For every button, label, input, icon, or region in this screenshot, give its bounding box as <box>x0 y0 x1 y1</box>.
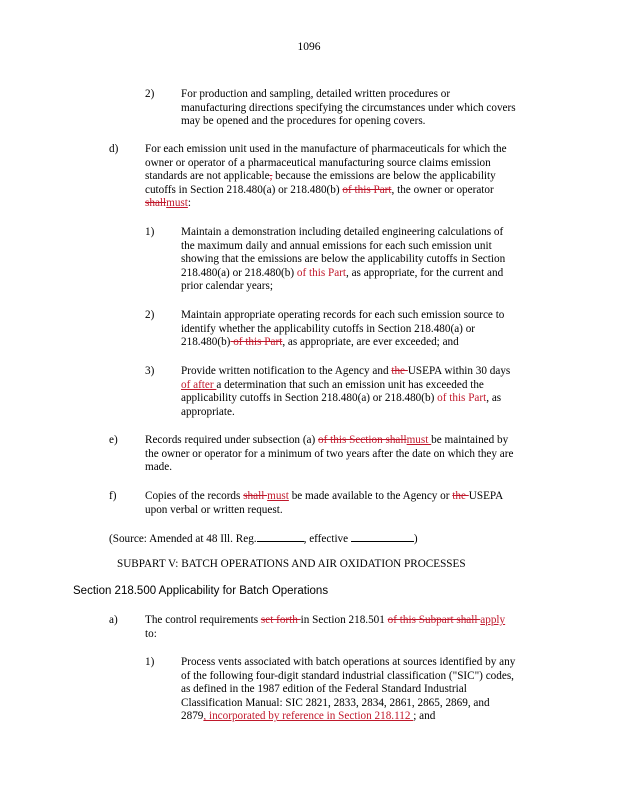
item-text: For each emission unit used in the manufacture of pharmaceuticals for which the owner or operator of a pharmaceutical manufacturing source claims emission standards are not applicable, because the emissions are below the applicability cutoffs in Section 218.480(a) or 218.480(b) of this Part, the owner or operator shallmust: <box>145 143 507 210</box>
item-text: For production and sampling, detailed written procedures or manufacturing directions specifying the circumstances under which covers may be opened and the procedures for opening covers. <box>181 88 516 128</box>
item-label: 3) <box>145 365 155 377</box>
item-label: 1) <box>145 226 155 238</box>
item-text: Process vents associated with batch operations at sources identified by any of the following four-digit standard industrial classification ("SIC") codes, as defined in the 1987 edition of the Federal Standard Industrial Classification Manual: SIC 2821, 2833, 2834, 2861, 2865, 2869, and 2879, incorporated by reference in Section 218.112 ; and <box>181 656 516 723</box>
effective-blank <box>351 531 414 542</box>
item-label: a) <box>109 614 118 626</box>
item-label: 2) <box>145 88 155 100</box>
item-label: 1) <box>145 656 155 668</box>
item-text: Provide written notification to the Agency and the USEPA within 30 days of after a determination that such an emission unit has exceeded the applicability cutoffs in Section 218.480(a) or 218.480(b) of this Part, as appropriate. <box>181 365 511 418</box>
page-number: 1096 <box>297 41 321 53</box>
item-label: f) <box>109 490 117 502</box>
item-text: Maintain a demonstration including detailed engineering calculations of the maximum daily and annual emissions for each such emission unit showing that the emissions are below the applicability cutoffs in Section 218.480(a) or 218.480(b) of this Part, as appropriate, for the current and prior calendar years; <box>181 226 506 293</box>
item-text: Copies of the records shall must be made available to the Agency or the USEPA upon verbal or written request. <box>145 490 504 516</box>
item-label: d) <box>109 143 119 155</box>
source-note: (Source: Amended at 48 Ill. Reg. , effective ) <box>109 533 418 545</box>
item-text: Maintain appropriate operating records for each such emission source to identify whether the applicability cutoffs in Section 218.480(a) or 218.480(b) of this Part, as appropriate, are ever exceeded; and <box>181 309 505 349</box>
subpart-heading: SUBPART V: BATCH OPERATIONS AND AIR OXIDATION PROCESSES <box>117 558 466 570</box>
section-heading: Section 218.500 Applicability for Batch Operations <box>73 585 329 597</box>
item-text: The control requirements set forth in Section 218.501 of this Subpart shall apply to: <box>145 614 506 640</box>
reg-blank <box>257 531 304 542</box>
item-label: e) <box>109 434 118 446</box>
item-label: 2) <box>145 309 155 321</box>
item-text: Records required under subsection (a) of this Section shallmust be maintained by the owner or operator for a minimum of two years after the date on which they are made. <box>145 434 514 474</box>
